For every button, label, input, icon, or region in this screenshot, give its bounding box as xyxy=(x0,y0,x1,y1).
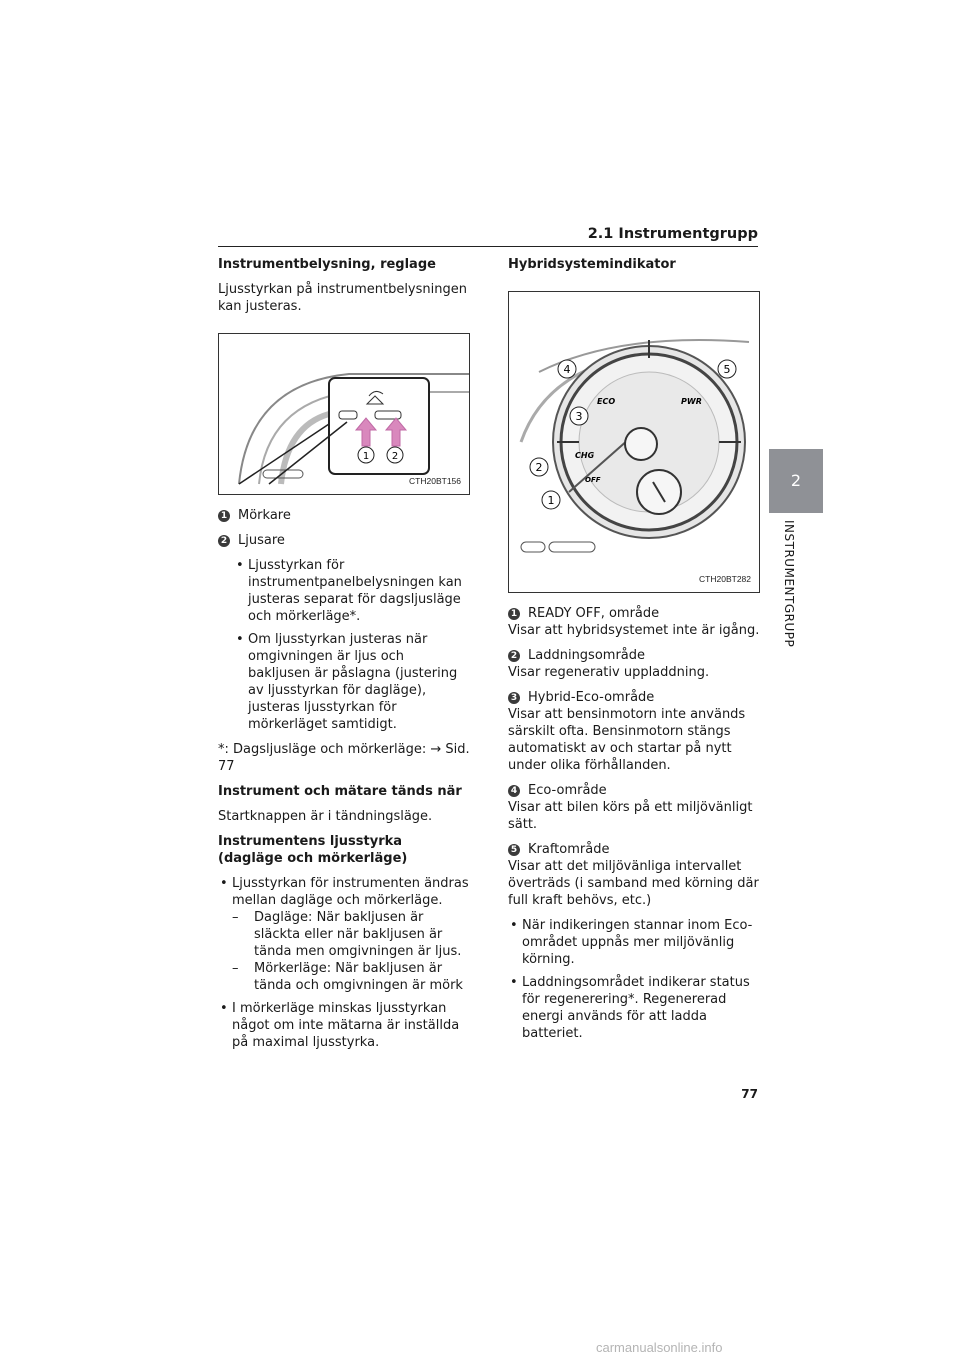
right-column xyxy=(508,256,760,1050)
brightness-bullets xyxy=(218,875,470,1051)
item-desc: Visar att det miljövänliga intervallet överträds (i samband med körning där full kraft behövs, etc.) xyxy=(508,859,759,908)
dimmer-illustration xyxy=(219,334,469,494)
callout-4: 4 xyxy=(563,363,571,376)
sub-bullet-list xyxy=(232,909,470,994)
chg-label: CHG xyxy=(575,451,595,460)
number-badge: 5 xyxy=(508,844,520,856)
item-title: Laddningsområde xyxy=(528,648,646,663)
bullet-item: • I mörkerläge minskas ljusstyrkan något om inte mätarna är inställda på maximal ljusstyrka. xyxy=(218,1000,470,1051)
item-ready-off xyxy=(508,605,760,639)
number-badge: 1 xyxy=(218,510,230,522)
number-badge: 4 xyxy=(508,785,520,797)
item-desc: Visar att hybridsystemet inte är igång. xyxy=(508,623,760,638)
note-item: • Om ljusstyrkan justeras när omgivningen är ljus och bakljusen är påslagna (justering av ljusstyrkan för dagläge), justeras ljusstyrkan för mörkerläget samtidigt. xyxy=(234,631,470,733)
heading-hybrid-indicator: Hybridsystemindikator xyxy=(508,257,676,272)
item-title: Hybrid-Eco-område xyxy=(528,690,655,705)
callout-1: 1 xyxy=(547,494,555,507)
item-title: Kraftområde xyxy=(528,842,610,857)
item-hybrid-eco xyxy=(508,689,760,774)
hybrid-bullets xyxy=(508,917,760,1042)
bullet-item xyxy=(218,875,470,994)
heading-instruments-on: Instrument och mätare tänds när xyxy=(218,784,462,799)
item-title: Ljusare xyxy=(238,533,285,548)
item-title: READY OFF, område xyxy=(528,606,660,621)
hybrid-indicator-figure xyxy=(508,291,760,593)
sub-bullet-day: – Dagläge: När bakljusen är släckta eller när bakljusen är tända men omgivningen är ljus. xyxy=(232,909,470,960)
item-power xyxy=(508,841,760,909)
off-label: OFF xyxy=(585,476,601,484)
item-eco xyxy=(508,782,760,833)
page-number: 77 xyxy=(741,1087,758,1101)
chapter-tab xyxy=(769,449,823,513)
number-badge: 3 xyxy=(508,692,520,704)
instruments-on-text: Startknappen är i tändningsläge. xyxy=(218,809,433,824)
dimmer-figure xyxy=(218,333,470,495)
bullet-item: • När indikeringen stannar inom Eco-området uppnås mer miljövänlig körning. xyxy=(508,917,760,968)
item-desc: Visar att bensinmotorn inte används särskilt ofta. Bensinmotorn stängs automatiskt av och startar på nytt under olika förhållanden. xyxy=(508,707,746,773)
item-charge xyxy=(508,647,760,681)
number-badge: 2 xyxy=(508,650,520,662)
item-darker xyxy=(218,507,470,524)
figure-code: CTH20BT282 xyxy=(699,574,751,584)
callout-2: 2 xyxy=(391,451,399,462)
bullet-item: • Laddningsområdet indikerar status för regenerering*. Regenererad energi används för att ladda batteriet. xyxy=(508,974,760,1042)
item-brighter xyxy=(218,532,470,549)
item-title: Eco-område xyxy=(528,783,607,798)
heading-instrument-lighting: Instrumentbelysning, reglage xyxy=(218,257,436,272)
section-header xyxy=(218,224,758,247)
sub-bullet-night: – Mörkerläge: När bakljusen är tända och omgivningen är mörk xyxy=(232,960,470,994)
intro-text: Ljusstyrkan på instrumentbelysningen kan justeras. xyxy=(218,282,467,314)
section-title: 2.1 Instrumentgrupp xyxy=(587,226,758,242)
callout-3: 3 xyxy=(575,410,583,423)
note-item: • Ljusstyrkan för instrumentpanelbelysningen kan justeras separat för dagsljusläge och mörkerläge*. xyxy=(234,557,470,625)
chapter-number: 2 xyxy=(790,471,802,490)
chapter-label: INSTRUMENTGRUPP xyxy=(782,520,796,648)
pwr-label: PWR xyxy=(681,397,702,406)
eco-label: ECO xyxy=(597,397,616,406)
number-badge: 1 xyxy=(508,608,520,620)
left-column xyxy=(218,256,470,1059)
item-title: Mörkare xyxy=(238,508,291,523)
number-badge: 2 xyxy=(218,535,230,547)
item-desc: Visar att bilen körs på ett miljövänligt sätt. xyxy=(508,800,753,832)
item-desc: Visar regenerativ uppladdning. xyxy=(508,665,710,680)
watermark: carmanualsonline.info xyxy=(596,1340,723,1355)
note-list xyxy=(234,557,470,733)
callout-1: 1 xyxy=(362,451,370,462)
figure-code: CTH20BT156 xyxy=(409,476,461,486)
heading-brightness-modes: Instrumentens ljusstyrka (dagläge och mörkerläge) xyxy=(218,834,408,866)
bullet-text: Ljusstyrkan för instrumenten ändras mellan dagläge och mörkerläge. xyxy=(232,876,469,908)
callout-2: 2 xyxy=(535,461,543,474)
callout-5: 5 xyxy=(723,363,731,376)
hybrid-gauge-illustration xyxy=(509,292,759,592)
footnote: *: Dagsljusläge och mörkerläge: → Sid. 77 xyxy=(218,742,470,774)
